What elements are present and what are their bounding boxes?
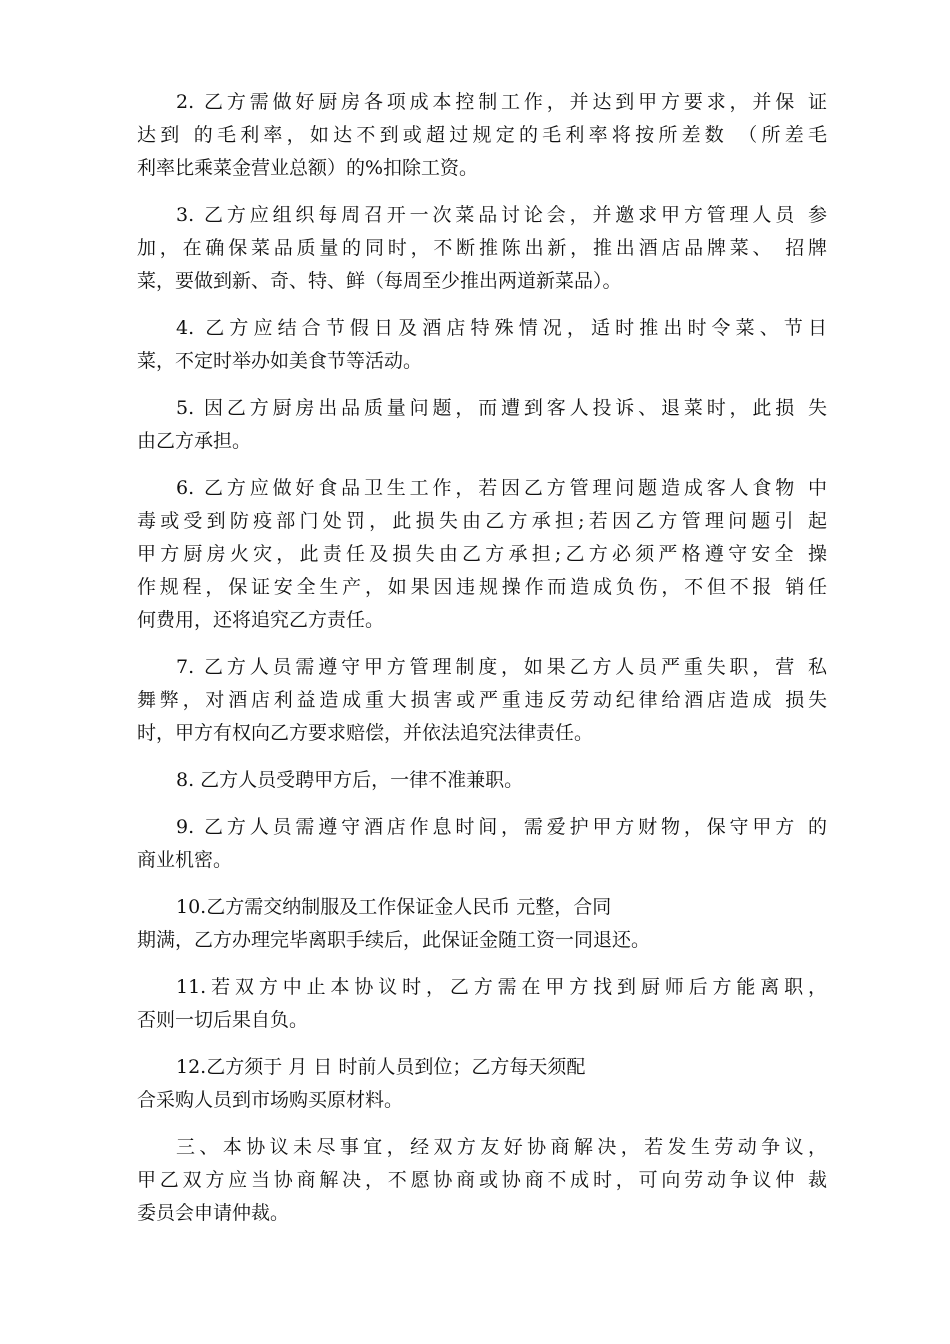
clause-3-line-1: 3. 乙方应组织每周召开一次菜品讨论会，并邀求甲方管理人员 参 xyxy=(176,204,827,226)
section-3-line-2: 甲乙双方应当协商解决，不愿协商或协商不成时，可向劳动争议仲 裁 xyxy=(137,1169,827,1191)
section-3-line-3: 委员会申请仲裁。 xyxy=(137,1202,290,1224)
clause-6-line-2: 毒或受到防疫部门处罚，此损失由乙方承担;若因乙方管理问题引 起 xyxy=(137,510,827,532)
clause-10-line-2: 期满，乙方办理完毕离职手续后，此保证金随工资一同退还。 xyxy=(137,929,651,951)
clause-7 xyxy=(137,651,827,750)
clause-9-line-1: 9. 乙方人员需遵守酒店作息时间，需爱护甲方财物，保守甲方 的 xyxy=(176,816,827,838)
clause-8 xyxy=(137,764,827,797)
clause-6-line-4: 作规程，保证安全生产，如果因违规操作而造成负伤，不但不报 销任 xyxy=(137,576,827,598)
clause-9 xyxy=(137,811,827,877)
clause-2-line-3: 利率比乘菜金营业总额）的%扣除工资。 xyxy=(137,157,479,179)
clause-10 xyxy=(137,891,827,957)
clause-12-line-2: 合采购人员到市场购买原材料。 xyxy=(137,1089,404,1111)
clause-2-line-1: 2. 乙方需做好厨房各项成本控制工作，并达到甲方要求，并保 证 xyxy=(176,91,827,113)
clause-5-line-2: 由乙方承担。 xyxy=(137,430,252,452)
clause-2-line-2: 达到 的毛利率，如达不到或超过规定的毛利率将按所差数 （所差毛 xyxy=(137,124,827,146)
clause-7-line-1: 7. 乙方人员需遵守甲方管理制度，如果乙方人员严重失职，营 私 xyxy=(176,656,827,678)
clause-5 xyxy=(137,392,827,458)
clause-4-line-2: 菜，不定时举办如美食节等活动。 xyxy=(137,350,423,372)
document-page xyxy=(137,86,827,1244)
clause-7-line-3: 时，甲方有权向乙方要求赔偿，并依法追究法律责任。 xyxy=(137,722,594,744)
clause-8-line-1: 8. 乙方人员受聘甲方后，一律不准兼职。 xyxy=(176,769,524,791)
clause-6 xyxy=(137,472,827,637)
section-3-line-1: 三、本协议未尽事宜，经双方友好协商解决，若发生劳动争议， xyxy=(176,1136,827,1158)
clause-12 xyxy=(137,1051,827,1117)
clause-3 xyxy=(137,199,827,298)
clause-11 xyxy=(137,971,827,1037)
clause-2 xyxy=(137,86,827,185)
clause-11-line-2: 否则一切后果自负。 xyxy=(137,1009,309,1031)
clause-3-line-3: 菜，要做到新、奇、特、鲜（每周至少推出两道新菜品）。 xyxy=(137,270,622,292)
clause-6-line-1: 6. 乙方应做好食品卫生工作，若因乙方管理问题造成客人食物 中 xyxy=(176,477,827,499)
section-3 xyxy=(137,1131,827,1230)
clause-11-line-1: 11.若双方中止本协议时，乙方需在甲方找到厨师后方能离职， xyxy=(176,976,827,998)
clause-6-line-5: 何费用，还将追究乙方责任。 xyxy=(137,609,385,631)
clause-4-line-1: 4. 乙方应结合节假日及酒店特殊情况，适时推出时令菜、节日 xyxy=(176,317,827,339)
clause-4 xyxy=(137,312,827,378)
clause-9-line-2: 商业机密。 xyxy=(137,849,233,871)
clause-12-line-1: 12.乙方须于 月 日 时前人员到位；乙方每天须配 xyxy=(176,1056,586,1078)
clause-7-line-2: 舞弊，对酒店利益造成重大损害或严重违反劳动纪律给酒店造成 损失 xyxy=(137,689,827,711)
clause-3-line-2: 加，在确保菜品质量的同时，不断推陈出新，推出酒店品牌菜、 招牌 xyxy=(137,237,827,259)
clause-5-line-1: 5. 因乙方厨房出品质量问题，而遭到客人投诉、退菜时，此损 失 xyxy=(176,397,827,419)
clause-10-line-1: 10.乙方需交纳制服及工作保证金人民币 元整，合同 xyxy=(176,896,612,918)
clause-6-line-3: 甲方厨房火灾，此责任及损失由乙方承担;乙方必须严格遵守安全 操 xyxy=(137,543,827,565)
